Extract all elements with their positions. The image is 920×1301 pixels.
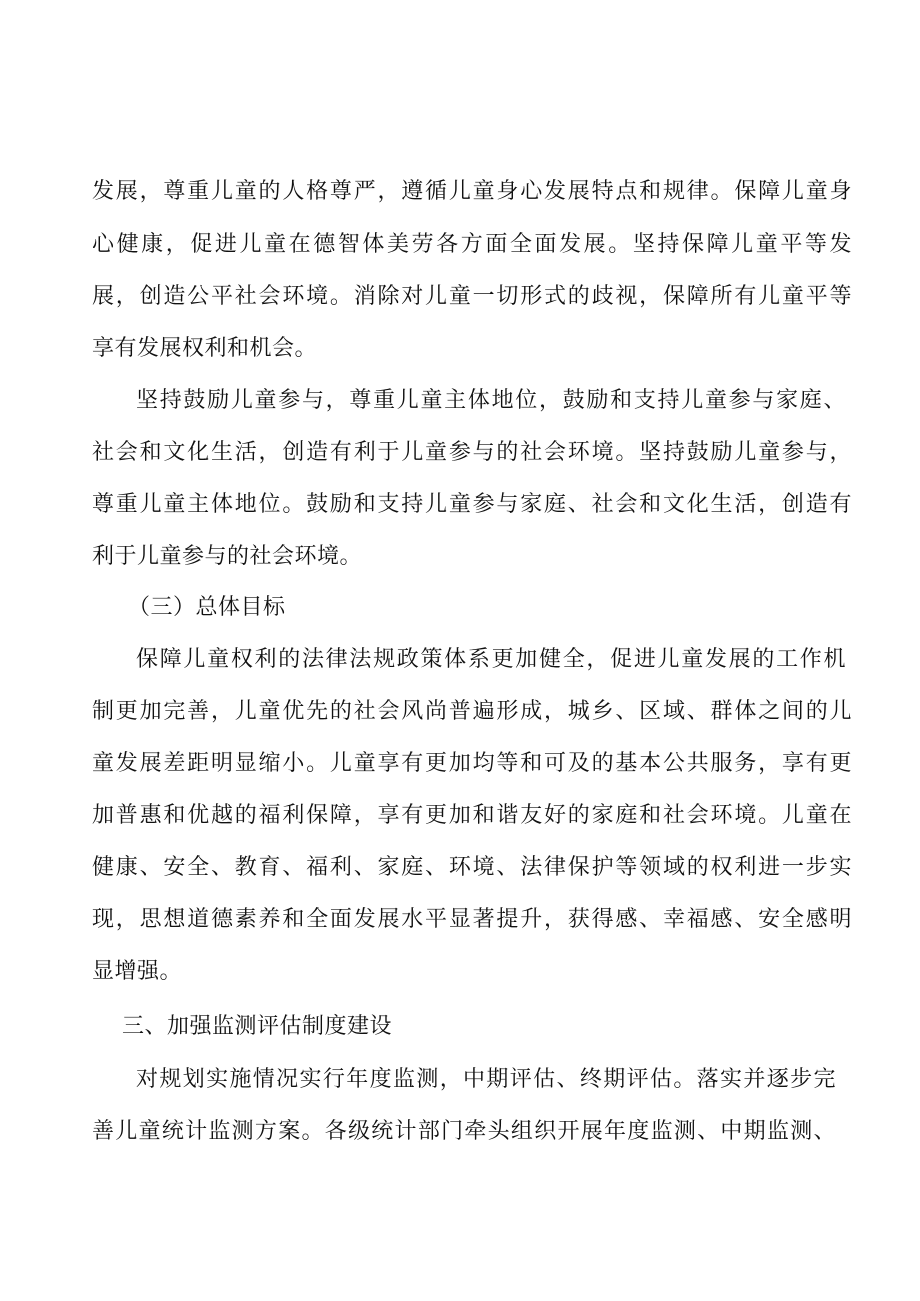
- paragraph-line: 发展，尊重儿童的人格尊严，遵循儿童身心发展特点和规律。保障儿童身: [92, 179, 852, 204]
- paragraph-line: 健康、安全、教育、福利、家庭、环境、法律保护等领域的权利进一步实: [92, 855, 852, 880]
- paragraph-line: 善儿童统计监测方案。各级统计部门牵头组织开展年度监测、中期监测、: [92, 1119, 836, 1144]
- paragraph-line: 显增强。: [92, 959, 183, 984]
- paragraph-line: 对规划实施情况实行年度监测，中期评估、终期评估。落实并逐步完: [136, 1067, 836, 1092]
- paragraph-line: 坚持鼓励儿童参与，尊重儿童主体地位，鼓励和支持儿童参与家庭、: [136, 388, 846, 413]
- paragraph-line: 社会和文化生活，创造有利于儿童参与的社会环境。坚持鼓励儿童参与，: [92, 440, 852, 465]
- paragraph-line: 童发展差距明显缩小。儿童享有更加均等和可及的基本公共服务，享有更: [92, 751, 852, 776]
- paragraph-line: 制更加完善，儿童优先的社会风尚普遍形成，城乡、区域、群体之间的儿: [92, 699, 852, 724]
- paragraph-line: 加普惠和优越的福利保障，享有更加和谐友好的家庭和社会环境。儿童在: [92, 803, 852, 828]
- paragraph-line: 心健康，促进儿童在德智体美劳各方面全面发展。坚持保障儿童平等发: [92, 232, 852, 257]
- section-heading: （三）总体目标: [128, 595, 286, 620]
- paragraph-line: 尊重儿童主体地位。鼓励和支持儿童参与家庭、社会和文化生活，创造有: [92, 492, 852, 517]
- section-heading: 三、加强监测评估制度建设: [122, 1014, 393, 1039]
- paragraph-line: 保障儿童权利的法律法规政策体系更加健全，促进儿童发展的工作机: [136, 647, 846, 672]
- paragraph-line: 展，创造公平社会环境。消除对儿童一切形式的歧视，保障所有儿童平等: [92, 284, 852, 309]
- paragraph-line: 利于儿童参与的社会环境。: [92, 544, 363, 569]
- paragraph-line: 享有发展权利和机会。: [92, 336, 318, 361]
- paragraph-line: 现，思想道德素养和全面发展水平显著提升，获得感、幸福感、安全感明: [92, 907, 852, 932]
